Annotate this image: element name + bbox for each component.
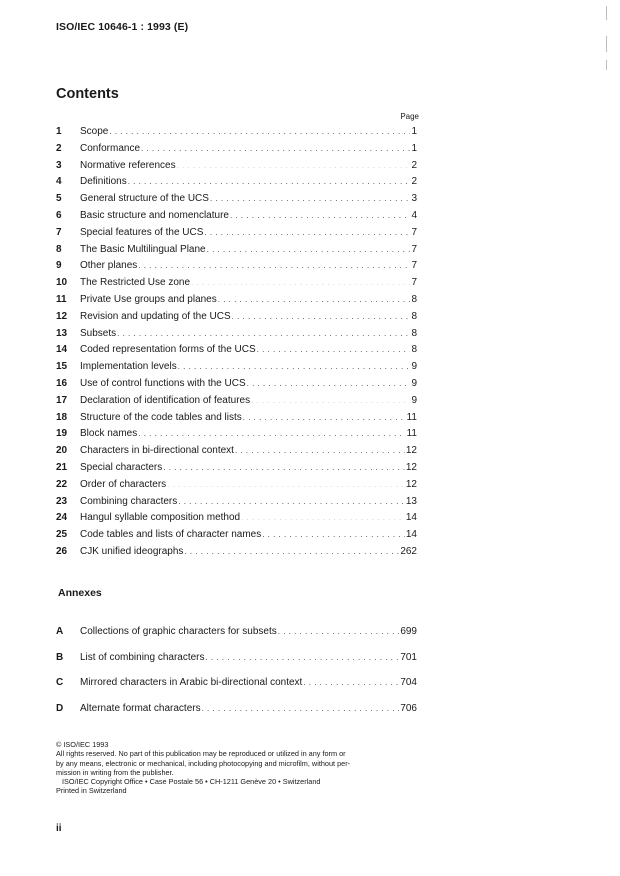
annex-title: Mirrored characters in Arabic bi-directional context	[80, 677, 303, 688]
annex-number: C	[56, 677, 64, 688]
toc-page-number: 7	[411, 226, 417, 238]
annex-page-number: 699	[400, 626, 417, 637]
dot-leader	[138, 426, 405, 443]
toc-entry	[56, 410, 417, 427]
toc-page-number: 14	[405, 529, 417, 541]
annex-number: B	[56, 651, 64, 663]
toc-title: Hangul syllable composition method	[80, 512, 241, 524]
annex-entry	[56, 701, 417, 727]
toc-entry	[56, 292, 417, 309]
dot-leader	[184, 544, 399, 561]
toc-title: Private Use groups and planes	[80, 293, 217, 305]
copyright-rights-line: mission in writing from the publisher.	[56, 767, 174, 777]
annex-entry	[56, 650, 417, 676]
dot-leader	[206, 650, 400, 666]
toc-entry	[56, 426, 417, 443]
dot-leader	[177, 158, 411, 175]
toc-page-number: 3	[411, 193, 417, 205]
toc-number: 24	[56, 512, 68, 524]
dot-leader	[251, 393, 410, 410]
dot-leader	[128, 174, 411, 191]
dot-leader	[141, 141, 410, 158]
dot-leader	[303, 675, 399, 691]
toc-number: 2	[56, 142, 62, 154]
toc-page-number: 2	[411, 159, 417, 171]
toc-number: 11	[56, 293, 67, 305]
document-header: ISO/IEC 10646-1 : 1993 (E)	[56, 21, 189, 33]
toc-entry	[56, 477, 417, 494]
dot-leader	[167, 477, 405, 494]
toc-entry	[56, 191, 417, 208]
toc-entry	[56, 326, 417, 343]
dot-leader	[247, 376, 411, 393]
toc-number: 25	[56, 529, 68, 541]
toc-number: 18	[56, 411, 68, 423]
annex-page-number: 701	[400, 651, 417, 663]
annex-title: List of combining characters	[80, 651, 205, 663]
toc-number: 26	[56, 545, 68, 557]
toc-entry	[56, 443, 417, 460]
toc-page-number: 8	[411, 293, 417, 305]
toc-entry	[56, 158, 417, 175]
toc-entry	[56, 393, 417, 410]
toc-title: Use of control functions with the UCS	[80, 377, 246, 389]
copyright-rights-line: by any means, electronic or mechanical, including photocopying and microfilm, without per-	[56, 758, 351, 768]
toc-page-number: 2	[411, 176, 417, 188]
annex-entry	[56, 624, 417, 650]
dot-leader	[262, 527, 405, 544]
margin-mark	[606, 6, 607, 20]
toc-page-number: 7	[411, 243, 417, 255]
toc-page-number: 12	[405, 461, 417, 473]
dot-leader	[138, 258, 410, 275]
toc-title: Implementation levels	[80, 361, 177, 373]
toc-page-number: 8	[411, 310, 417, 322]
toc-number: 9	[56, 260, 62, 272]
toc-title: Scope	[80, 126, 109, 137]
copyright-notice: © ISO/IEC 1993	[56, 740, 109, 749]
annex-title: Alternate format characters	[80, 702, 201, 714]
dot-leader	[178, 494, 405, 511]
toc-number: 1	[56, 126, 62, 137]
toc-entry	[56, 494, 417, 511]
toc-page-number: 9	[411, 394, 417, 406]
toc-number: 20	[56, 445, 68, 457]
toc-entry	[56, 376, 417, 393]
annexes-title: Annexes	[58, 587, 102, 599]
dot-leader	[243, 410, 406, 427]
dot-leader	[117, 326, 410, 343]
toc-title: Block names	[80, 428, 138, 440]
toc-page-number: 1	[411, 142, 417, 154]
toc-entry	[56, 309, 417, 326]
toc-page-number: 14	[405, 512, 417, 524]
toc-page-number: 9	[411, 377, 417, 389]
annexes-list	[56, 624, 417, 726]
toc-entry	[56, 174, 417, 191]
contents-title: Contents	[56, 86, 119, 102]
copyright-rights-line: All rights reserved. No part of this publication may be reproduced or utilized in any form or	[56, 749, 346, 759]
toc-page-number: 12	[405, 445, 417, 457]
toc-title: Revision and updating of the UCS	[80, 310, 231, 322]
dot-leader	[204, 225, 410, 242]
page-column-label: Page	[400, 112, 419, 121]
margin-mark	[606, 60, 607, 70]
toc-entry	[56, 510, 417, 527]
toc-number: 10	[56, 277, 68, 289]
toc-number: 6	[56, 209, 62, 221]
toc-title: Coded representation forms of the UCS	[80, 344, 256, 356]
toc-entry	[56, 544, 417, 561]
toc-title: Declaration of identification of features	[80, 394, 251, 406]
toc-page-number: 11	[406, 411, 417, 423]
toc-number: 23	[56, 495, 68, 507]
toc-page-number: 11	[406, 428, 417, 440]
toc-title: Combining characters	[80, 495, 178, 507]
dot-leader	[109, 124, 410, 141]
toc-entry	[56, 141, 417, 158]
annex-title: Collections of graphic characters for subsets	[80, 626, 277, 637]
toc-title: Code tables and lists of character names	[80, 529, 262, 541]
toc-title: Characters in bi-directional context	[80, 445, 234, 457]
toc-title: Structure of the code tables and lists	[80, 411, 242, 423]
dot-leader	[232, 309, 411, 326]
annex-number: A	[56, 626, 64, 637]
toc-number: 17	[56, 394, 68, 406]
toc-entry	[56, 242, 417, 259]
dot-leader	[241, 510, 405, 527]
toc-title: Special features of the UCS	[80, 226, 204, 238]
dot-leader	[230, 208, 410, 225]
toc-entry	[56, 225, 417, 242]
margin-mark	[606, 36, 607, 52]
toc-entry	[56, 527, 417, 544]
toc-number: 15	[56, 361, 68, 373]
toc-entry	[56, 258, 417, 275]
toc-number: 4	[56, 176, 62, 188]
dot-leader	[257, 342, 411, 359]
toc-title: Order of characters	[80, 478, 167, 490]
toc-entry	[56, 359, 417, 376]
toc-number: 14	[56, 344, 68, 356]
toc-entry	[56, 342, 417, 359]
toc-title: The Restricted Use zone	[80, 277, 191, 289]
toc-page-number: 7	[411, 277, 417, 289]
toc-title: Definitions	[80, 176, 127, 188]
toc-title: Conformance	[80, 142, 141, 154]
dot-leader	[163, 460, 405, 477]
dot-leader	[202, 701, 400, 717]
annex-page-number: 704	[400, 677, 417, 688]
dot-leader	[278, 624, 400, 640]
toc-number: 3	[56, 159, 62, 171]
annex-number: D	[56, 702, 64, 714]
toc-page-number: 8	[411, 327, 417, 339]
dot-leader	[235, 443, 405, 460]
toc-number: 19	[56, 428, 68, 440]
toc-title: General structure of the UCS	[80, 193, 209, 205]
toc-title: Subsets	[80, 327, 117, 339]
dot-leader	[210, 191, 410, 208]
toc-entry	[56, 208, 417, 225]
toc-title: CJK unified ideographs	[80, 545, 184, 557]
dot-leader	[178, 359, 411, 376]
printed-in: Printed in Switzerland	[56, 786, 127, 796]
table-of-contents	[56, 124, 417, 561]
toc-number: 16	[56, 377, 68, 389]
toc-number: 5	[56, 193, 62, 205]
toc-page-number: 9	[411, 361, 417, 373]
toc-page-number: 7	[411, 260, 417, 272]
dot-leader	[207, 242, 411, 259]
annex-page-number: 706	[400, 702, 417, 714]
toc-number: 21	[56, 461, 68, 473]
toc-title: Normative references	[80, 159, 176, 171]
toc-number: 22	[56, 478, 68, 490]
dot-leader	[218, 292, 411, 309]
toc-page-number: 13	[405, 495, 417, 507]
toc-page-number: 12	[405, 478, 417, 490]
toc-entry	[56, 460, 417, 477]
dot-leader	[191, 275, 410, 292]
toc-title: Other planes	[80, 260, 138, 272]
toc-title: Special characters	[80, 461, 163, 473]
toc-number: 12	[56, 310, 68, 322]
toc-title: The Basic Multilingual Plane	[80, 243, 206, 255]
toc-number: 13	[56, 327, 68, 339]
toc-title: Basic structure and nomenclature	[80, 209, 229, 221]
annex-entry	[56, 675, 417, 701]
copyright-address: ISO/IEC Copyright Office • Case Postale 56 • CH-1211 Genève 20 • Switzerland	[62, 777, 321, 787]
toc-entry	[56, 275, 417, 292]
toc-page-number: 262	[400, 545, 417, 557]
toc-page-number: 4	[411, 209, 417, 221]
toc-page-number: 1	[411, 126, 417, 137]
toc-number: 8	[56, 243, 62, 255]
toc-number: 7	[56, 226, 62, 238]
toc-page-number: 8	[411, 344, 417, 356]
page-number: ii	[56, 823, 62, 834]
copyright-block	[56, 740, 406, 796]
toc-entry	[56, 124, 417, 141]
